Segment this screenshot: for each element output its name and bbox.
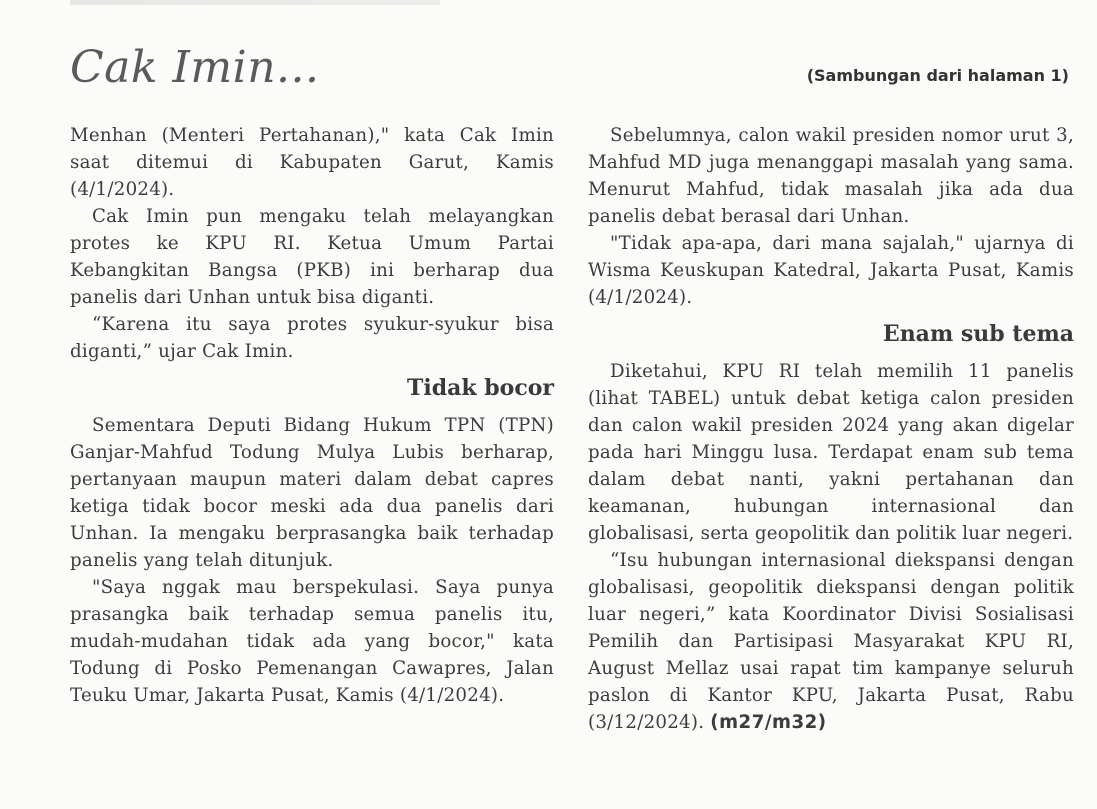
subheading: Enam sub tema [882,321,1074,347]
paragraph: "Saya nggak mau berspekulasi. Saya punya prasangka baik terhadap semua panelis itu, mudah-mudahan tidak ada yang bocor," kata Todung di Posko Pemenangan Cawapres, Jalan Teuku Umar, Jakarta Pusat, Kamis (4/1/2024). [70,577,554,706]
article-headline: Cak Imin... [70,42,320,93]
paragraph: "Tidak apa-apa, dari mana sajalah," ujarnya di Wisma Keuskupan Katedral, Jakarta Pusat, Kamis (4/1/2024). [588,233,1074,308]
paragraph: “Karena itu saya protes syukur-syukur bisa diganti,” ujar Cak Imin. [70,314,554,362]
paragraph: Cak Imin pun mengaku telah melayangkan protes ke KPU RI. Ketua Umum Partai Kebangkitan Bangsa (PKB) ini berharap dua panelis dari Unhan untuk bisa diganti. [70,206,554,308]
paragraph: Diketahui, KPU RI telah memilih 11 panelis (lihat TABEL) untuk debat ketiga calon presiden dan calon wakil presiden 2024 yang akan digelar pada hari Minggu lusa. Terdapat enam sub tema dalam debat nanti, yakni pertahanan dan keamanan, hubungan internasional dan globalisasi, serta geopolitik dan politik luar negeri. [588,361,1074,544]
right-column [588,122,1074,736]
paragraph: Sebelumnya, calon wakil presiden nomor urut 3, Mahfud MD juga menanggapi masalah yang sama. Menurut Mahfud, tidak masalah jika ada dua panelis debat berasal dari Unhan. [588,125,1074,227]
paragraph-text: “Isu hubungan internasional diekspansi dengan globalisasi, geopolitik diekspansi dengan politik luar negeri,” kata Koordinator Divisi Sosialisasi Pemilih dan Partisipasi Masyarakat KPU RI, August Mellaz usai rapat tim kampanye seluruh paslon di Kantor KPU, Jakarta Pusat, Rabu (3/12/2024). [588,550,1074,733]
continuation-note: (Sambungan dari halaman 1) [806,66,1069,85]
paragraph: Menhan (Menteri Pertahanan)," kata Cak Imin saat ditemui di Kabupaten Garut, Kamis (4/1/2024). [70,125,554,200]
left-column [70,122,554,709]
subheading: Tidak bocor [407,375,554,401]
clipped-header-strip [70,0,440,5]
paragraph: Sementara Deputi Bidang Hukum TPN (TPN) Ganjar-Mahfud Todung Mulya Lubis berharap, pertanyaan maupun materi dalam debat capres ketiga tidak bocor meski ada dua panelis dari Unhan. Ia mengaku berprasangka baik terhadap panelis yang telah ditunjuk. [70,415,554,571]
reporter-code: (m27/m32) [710,712,827,733]
paragraph [588,547,1074,736]
